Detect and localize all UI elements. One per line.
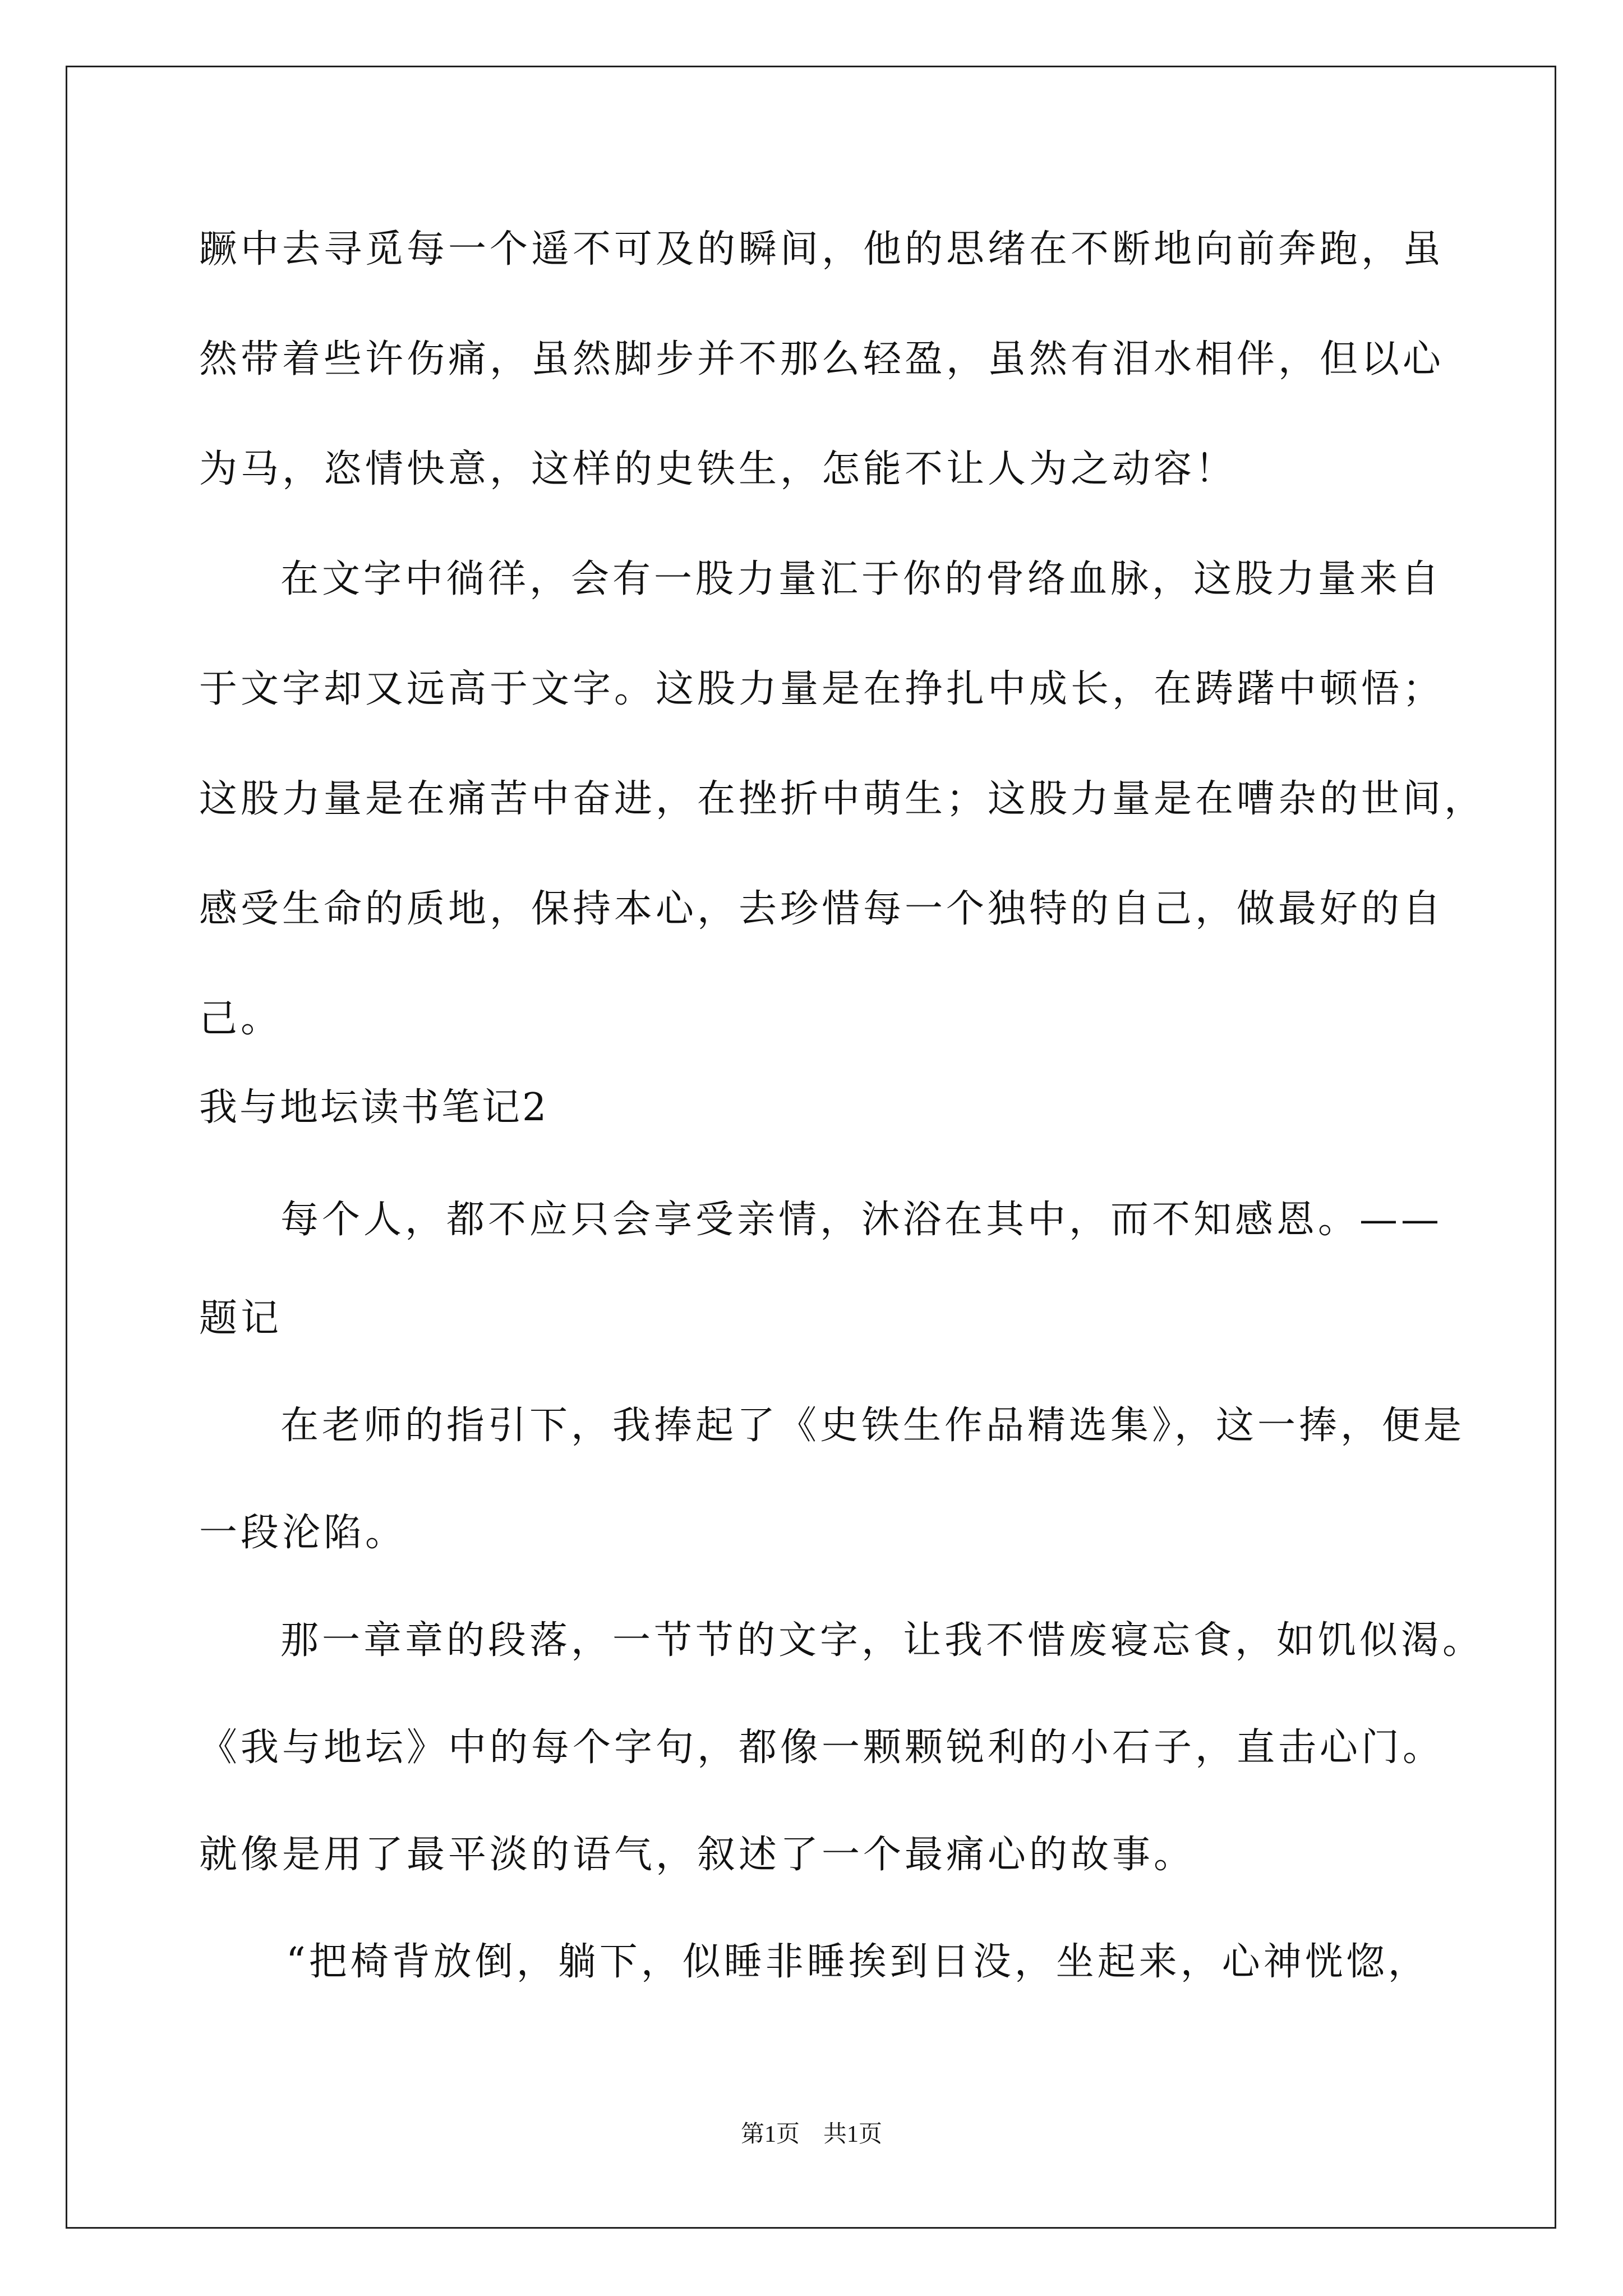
text-line: 为马，恣情快意，这样的史铁生，怎能不让人为之动容！ [199,447,1237,491]
text-line: 蹶中去寻觅每一个遥不可及的瞬间，他的思绪在不断地向前奔跑，虽 [199,227,1445,272]
text-line: 在老师的指引下，我捧起了《史铁生作品精选集》，这一捧，便是 [280,1404,1465,1448]
page-footer: 第1页 共1页 [740,2122,882,2147]
text-line: 每个人，都不应只会享受亲情，沐浴在其中，而不知感恩。—— [280,1198,1443,1242]
section-heading: 我与地坛读书笔记2 [199,1085,549,1130]
text-line: 己。 [199,997,283,1041]
text-line: 《我与地坛》中的每个字句，都像一颗颗锐利的小石子，直击心门。 [199,1726,1445,1770]
text-line: 然带着些许伤痛，虽然脚步并不那么轻盈，虽然有泪水相伴，但以心 [199,337,1445,381]
page-border [66,66,1556,2229]
text-line: “把椅背放倒，躺下，似睡非睡挨到日没，坐起来，心神恍惚， [286,1940,1430,1984]
text-line: 就像是用了最平淡的语气，叙述了一个最痛心的故事。 [199,1833,1196,1877]
text-line: 那一章章的段落，一节节的文字，让我不惜废寝忘食，如饥似渴。 [280,1618,1484,1663]
text-line: 在文字中徜徉，会有一股力量汇于你的骨络血脉，这股力量来自 [280,557,1443,601]
text-line: 于文字却又远高于文字。这股力量是在挣扎中成长，在踌躇中顿悟； [199,667,1445,711]
text-line: 感受生命的质地，保持本心，去珍惜每一个独特的自己，做最好的自 [199,887,1445,931]
text-line: 题记 [199,1296,283,1341]
text-line: 一段沦陷。 [199,1511,407,1555]
text-line: 这股力量是在痛苦中奋进，在挫折中萌生；这股力量是在嘈杂的世间， [199,777,1486,821]
